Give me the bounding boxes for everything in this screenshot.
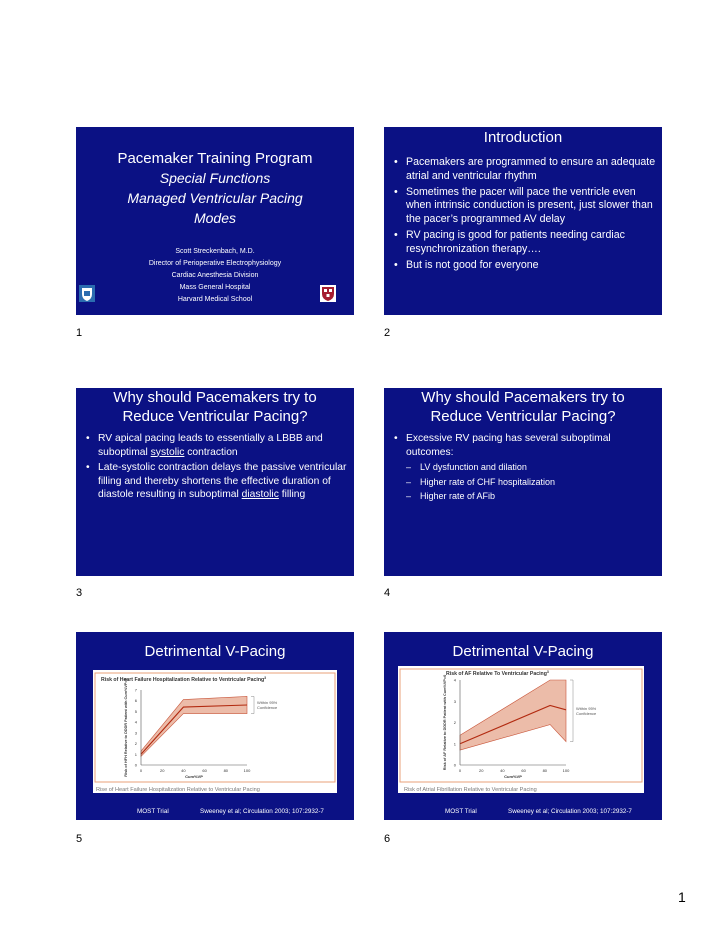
slide-4-sub-bullets — [406, 461, 656, 503]
hf-risk-chart — [93, 670, 337, 793]
confidence-band — [460, 680, 566, 750]
slide-4 — [384, 388, 662, 576]
slide-4-title-line-1: Why should Pacemakers try to — [421, 389, 625, 406]
y-tick-label: 5 — [134, 708, 137, 714]
y-tick-label: 0 — [134, 762, 137, 768]
x-tick-label: 40 — [500, 768, 505, 773]
chart-title-superscript: 3 — [264, 676, 267, 680]
slide-6-trial: MOST Trial — [445, 808, 477, 815]
slide-6-number: 6 — [384, 833, 391, 845]
x-tick-label: 0 — [458, 768, 462, 773]
x-tick-label: 0 — [139, 768, 143, 773]
ci-label-line-2: Confidence — [576, 710, 597, 716]
slide-1-subtitle-3: Modes — [193, 210, 237, 226]
slide-5-title: Detrimental V-Pacing — [144, 643, 286, 660]
slide-1-hospital: Mass General Hospital — [179, 284, 251, 291]
slide-1-role: Director of Perioperative Electrophysiology — [148, 260, 282, 267]
slide-4-bullet: • Excessive RV pacing has several suboptimal outcomes: – LV dysfunction and dilation – Higher rate of CHF hospitalization – Higher rate of AFib — [394, 432, 656, 503]
slide-4-sub-bullet: – Higher rate of CHF hospitalization — [406, 476, 656, 489]
slide-1-number: 1 — [76, 327, 83, 339]
systolic-emphasis: systolic — [150, 446, 185, 458]
hf-chart-panel — [93, 670, 337, 793]
y-tick-label: 1 — [453, 741, 456, 747]
af-chart-panel — [398, 666, 644, 793]
slide-1-school: Harvard Medical School — [177, 296, 253, 303]
ci-bracket — [251, 696, 254, 713]
slide-2-title: Introduction — [483, 129, 563, 146]
x-axis-label: Cum%VP — [185, 774, 203, 779]
slide-3-bullets — [86, 432, 348, 504]
slide-2-bullet: • RV pacing is good for patients needing cardiac resynchronization therapy…. — [394, 229, 656, 257]
y-tick-label: 3 — [134, 730, 137, 736]
slide-1-author: Scott Streckenbach, M.D. — [175, 248, 255, 255]
chart-title: Risk of Heart Failure Hospitalization Relative to Ventricular Pacing$^3$ — [101, 676, 267, 683]
slide-2-number: 2 — [384, 327, 391, 339]
ci-label-line-1: Within 95% — [576, 705, 597, 711]
slide-2-bullet: • Pacemakers are programmed to ensure an adequate atrial and ventricular rhythm — [394, 156, 656, 184]
y-tick-label: 4 — [453, 677, 456, 683]
x-axis-label: Cum%VP — [504, 774, 522, 779]
slide-6-citation: Sweeney et al; Circulation 2003; 107:2932-7 — [508, 808, 632, 815]
ci-label-line-1: Within 95% — [257, 700, 278, 705]
x-tick-label: 100 — [562, 768, 570, 773]
ci-bracket — [570, 680, 573, 742]
slide-1-title: Pacemaker Training Program — [117, 150, 313, 167]
x-tick-label: 60 — [521, 768, 526, 773]
slide-4-bullets — [394, 432, 656, 505]
x-tick-label: 20 — [159, 768, 165, 773]
y-axis-label: Risk of HFH Relative to DDDR Patient with Cum%VP=0 — [124, 678, 128, 777]
slide-3-bullet-1: • RV apical pacing leads to essentially a LBBB and suboptimal systolic contraction — [86, 432, 348, 459]
slide-5-trial: MOST Trial — [137, 808, 169, 815]
diastolic-emphasis: diastolic — [241, 489, 279, 500]
y-tick-label: 4 — [134, 719, 137, 725]
af-risk-chart — [398, 666, 644, 793]
harvard-shield-icon — [320, 285, 336, 302]
slide-2-bullet: • Sometimes the pacer will pace the ventricle even when intrinsic conduction is present, just slower than the pacer’s programmed AV delay — [394, 186, 656, 227]
mgh-logo-icon — [79, 285, 95, 302]
slide-3-bullet-2: • Late-systolic contraction delays the passive ventricular filling and thereby shortens the effective duration of diastole resulting in suboptimal diastolic filling — [86, 461, 348, 502]
chart-title: Risk of AF Relative To Ventricular Pacing$^3$ — [446, 670, 549, 677]
slide-5 — [76, 632, 354, 820]
slide-1 — [76, 127, 354, 315]
x-tick-label: 20 — [478, 768, 484, 773]
y-tick-label: 1 — [134, 751, 137, 757]
y-tick-label: 6 — [134, 698, 137, 704]
y-tick-label: 3 — [453, 698, 456, 704]
y-tick-label: 0 — [453, 762, 456, 768]
slide-2-bullets — [394, 156, 656, 274]
ci-label-line-2: Confidence — [257, 705, 278, 710]
slide-3-number: 3 — [76, 587, 83, 599]
chart-caption: Rise of Heart Failure Hospitalization Relative to Ventricular Pacing — [96, 787, 260, 793]
slide-4-sub-bullet: – Higher rate of AFib — [406, 490, 656, 503]
slide-6 — [384, 632, 662, 820]
slide-6-title: Detrimental V-Pacing — [452, 643, 594, 660]
x-tick-label: 100 — [243, 768, 251, 773]
slide-4-sub-bullet: – LV dysfunction and dilation — [406, 461, 656, 474]
slide-4-number: 4 — [384, 587, 391, 599]
slide-2-bullet: • But is not good for everyone — [394, 259, 656, 273]
slide-1-subtitle-1: Special Functions — [159, 170, 271, 186]
x-tick-label: 80 — [542, 768, 548, 773]
slide-3-title-line-1: Why should Pacemakers try to — [113, 389, 317, 406]
y-tick-label: 2 — [134, 741, 137, 747]
x-tick-label: 80 — [223, 768, 229, 773]
slide-5-number: 5 — [76, 833, 83, 845]
x-tick-label: 60 — [202, 768, 207, 773]
slide-3 — [76, 388, 354, 576]
chart-caption: Risk of Atrial Fibrillation Relative to Ventricular Pacing — [404, 787, 537, 793]
slide-2 — [384, 127, 662, 315]
x-tick-label: 40 — [181, 768, 186, 773]
slide-3-title-line-2: Reduce Ventricular Pacing? — [122, 408, 308, 425]
slide-1-division: Cardiac Anesthesia Division — [171, 272, 259, 279]
page-number: 1 — [678, 889, 686, 905]
y-axis-label: Risk of AF Relative to DDDR Patient with Cum%VP=0 — [443, 674, 447, 771]
y-tick-label: 2 — [453, 720, 456, 725]
slide-5-citation: Sweeney et al; Circulation 2003; 107:2932-7 — [200, 808, 324, 815]
chart-frame — [95, 673, 335, 782]
y-tick-label: 7 — [134, 687, 137, 693]
chart-title-superscript: 3 — [546, 670, 549, 674]
slide-1-subtitle-2: Managed Ventricular Pacing — [127, 190, 303, 206]
slide-4-title-line-2: Reduce Ventricular Pacing? — [430, 408, 616, 425]
